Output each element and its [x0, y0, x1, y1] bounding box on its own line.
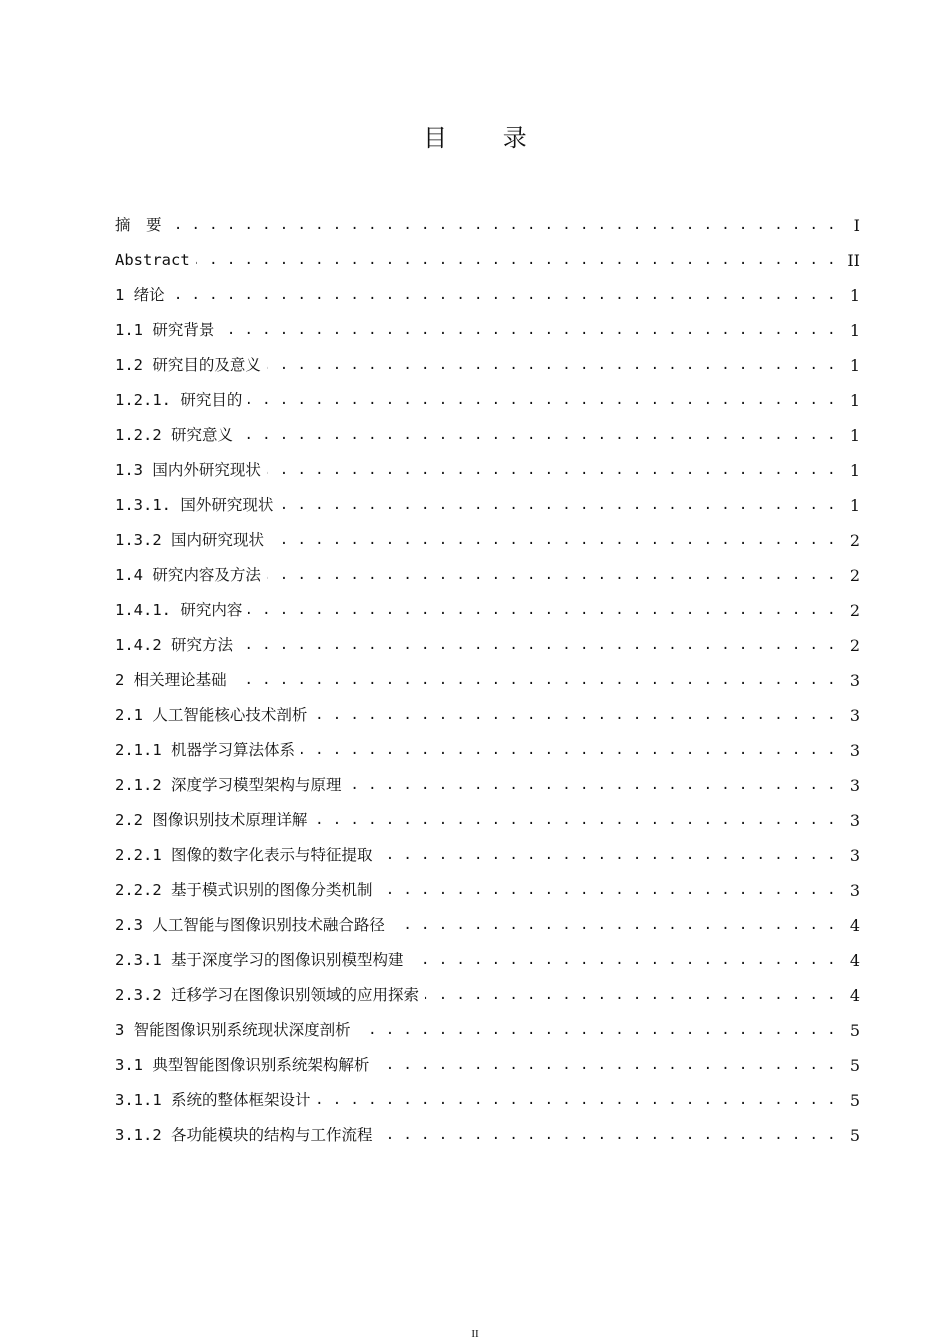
toc-entry[interactable]	[115, 698, 860, 733]
toc-entry-label: 2.2 图像识别技术原理详解	[115, 803, 313, 838]
toc-entry[interactable]	[115, 1048, 860, 1083]
toc-entry[interactable]	[115, 208, 860, 243]
toc-entry-page: 4	[849, 951, 860, 970]
toc-entry-page: 3	[849, 846, 860, 865]
toc-entry-page: 3	[849, 741, 860, 760]
toc-entry-page: 1	[849, 356, 860, 375]
toc-entry[interactable]	[115, 768, 860, 803]
toc-entry-page: 3	[849, 776, 860, 795]
toc-entry[interactable]	[115, 558, 860, 593]
toc-dot-leader	[348, 768, 837, 803]
toc-entry[interactable]	[115, 628, 860, 663]
toc-entry-label: 2 相关理论基础	[115, 663, 233, 698]
toc-entry-page: 1	[849, 496, 860, 515]
toc-entry-page: 3	[849, 881, 860, 900]
toc-entry-label: 1.4.1. 研究内容	[115, 593, 248, 628]
toc-entry-page: 1	[849, 286, 860, 305]
toc-dot-leader	[270, 523, 836, 558]
toc-entry-label: 2.1.1 机器学习算法体系	[115, 733, 301, 768]
toc-entry-label: Abstract	[115, 243, 196, 278]
toc-dot-leader	[279, 488, 836, 523]
toc-dot-leader	[357, 1013, 836, 1048]
toc-entry-label: 2.3 人工智能与图像识别技术融合路径	[115, 908, 391, 943]
toc-dot-leader	[379, 873, 837, 908]
toc-dot-leader	[410, 943, 837, 978]
toc-entry-page: 2	[849, 531, 860, 550]
toc-dot-leader	[267, 453, 836, 488]
toc-dot-leader	[248, 593, 836, 628]
toc-entry[interactable]	[115, 418, 860, 453]
toc-entry-page: 1	[849, 391, 860, 410]
toc-entry-page: 4	[849, 986, 860, 1005]
toc-entry-page: 1	[849, 426, 860, 445]
toc-entry-label: 2.2.2 基于模式识别的图像分类机制	[115, 873, 379, 908]
toc-entry[interactable]	[115, 943, 860, 978]
toc-dot-leader	[379, 838, 837, 873]
toc-entry-page: 3	[849, 671, 860, 690]
toc-entry-label: 1 绪论	[115, 278, 171, 313]
toc-entry[interactable]	[115, 873, 860, 908]
toc-entry[interactable]	[115, 348, 860, 383]
toc-entry[interactable]	[115, 523, 860, 558]
toc-entry[interactable]	[115, 663, 860, 698]
toc-dot-leader	[239, 418, 836, 453]
toc-entry[interactable]	[115, 1118, 860, 1153]
toc-entry[interactable]	[115, 488, 860, 523]
toc-dot-leader	[391, 908, 836, 943]
toc-list	[115, 208, 860, 1153]
toc-entry-label: 2.1.2 深度学习模型架构与原理	[115, 768, 348, 803]
toc-entry-page: 1	[849, 321, 860, 340]
toc-entry-page: 5	[849, 1126, 860, 1145]
toc-entry-page: II	[847, 251, 860, 270]
toc-dot-leader	[248, 383, 836, 418]
toc-entry-page: 2	[849, 601, 860, 620]
toc-dot-leader	[171, 278, 836, 313]
toc-dot-leader	[317, 1083, 837, 1118]
toc-entry-label: 1.2 研究目的及意义	[115, 348, 267, 383]
toc-entry-label: 1.4.2 研究方法	[115, 628, 239, 663]
toc-entry[interactable]	[115, 733, 860, 768]
page-number: II	[471, 1328, 479, 1340]
toc-entry-page: 2	[849, 636, 860, 655]
toc-entry-page: 4	[849, 916, 860, 935]
toc-entry-page: 3	[849, 811, 860, 830]
toc-entry-label: 2.3.2 迁移学习在图像识别领域的应用探索	[115, 978, 425, 1013]
toc-dot-leader	[379, 1118, 837, 1153]
toc-entry[interactable]	[115, 278, 860, 313]
toc-dot-leader	[313, 803, 836, 838]
toc-entry-label: 2.2.1 图像的数字化表示与特征提取	[115, 838, 379, 873]
toc-dot-leader	[301, 733, 836, 768]
toc-entry-page: I	[853, 216, 860, 235]
toc-entry-page: 5	[849, 1021, 860, 1040]
toc-title: 目 录	[423, 124, 551, 152]
toc-entry-page: 5	[849, 1056, 860, 1075]
toc-entry-page: 3	[849, 706, 860, 725]
toc-entry[interactable]	[115, 453, 860, 488]
toc-entry-label: 1.4 研究内容及方法	[115, 558, 267, 593]
toc-entry-label: 2.3.1 基于深度学习的图像识别模型构建	[115, 943, 410, 978]
toc-entry[interactable]	[115, 593, 860, 628]
toc-entry[interactable]	[115, 908, 860, 943]
toc-entry-label: 1.2.2 研究意义	[115, 418, 239, 453]
toc-entry-label: 1.3.1. 国外研究现状	[115, 488, 279, 523]
toc-entry[interactable]	[115, 978, 860, 1013]
toc-entry[interactable]	[115, 313, 860, 348]
toc-entry[interactable]	[115, 1083, 860, 1118]
toc-dot-leader	[313, 698, 836, 733]
toc-entry-page: 1	[849, 461, 860, 480]
toc-dot-leader	[196, 243, 836, 278]
toc-entry[interactable]	[115, 243, 860, 278]
toc-dot-leader	[168, 208, 836, 243]
toc-entry-label: 3.1.2 各功能模块的结构与工作流程	[115, 1118, 379, 1153]
toc-entry-label: 1.3 国内外研究现状	[115, 453, 267, 488]
toc-entry-label: 3 智能图像识别系统现状深度剖析	[115, 1013, 357, 1048]
toc-entry-label: 3.1 典型智能图像识别系统架构解析	[115, 1048, 375, 1083]
toc-entry-label: 3.1.1 系统的整体框架设计	[115, 1083, 317, 1118]
toc-dot-leader	[267, 558, 836, 593]
toc-entry-label: 摘 要	[115, 208, 168, 243]
toc-entry-page: 2	[849, 566, 860, 585]
toc-entry-label: 1.2.1. 研究目的	[115, 383, 248, 418]
toc-entry-label: 1.1 研究背景	[115, 313, 220, 348]
toc-entry-label: 1.3.2 国内研究现状	[115, 523, 270, 558]
toc-entry-label: 2.1 人工智能核心技术剖析	[115, 698, 313, 733]
toc-dot-leader	[220, 313, 836, 348]
toc-dot-leader	[233, 663, 836, 698]
toc-dot-leader	[267, 348, 836, 383]
toc-dot-leader	[425, 978, 836, 1013]
toc-entry[interactable]	[115, 838, 860, 873]
toc-dot-leader	[375, 1048, 836, 1083]
toc-dot-leader	[239, 628, 836, 663]
toc-entry[interactable]	[115, 1013, 860, 1048]
toc-entry[interactable]	[115, 803, 860, 838]
toc-entry-page: 5	[849, 1091, 860, 1110]
toc-entry[interactable]	[115, 383, 860, 418]
